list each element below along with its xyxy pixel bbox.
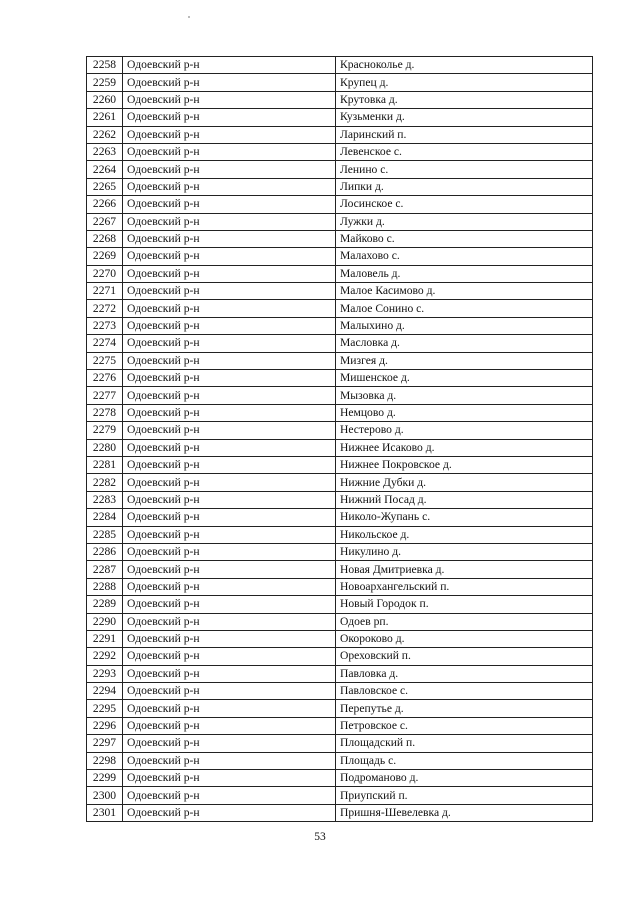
- district-cell: Одоевский р-н: [123, 57, 336, 74]
- row-number-cell: 2272: [87, 300, 123, 317]
- table-row: [87, 700, 593, 717]
- row-number-cell: 2285: [87, 526, 123, 543]
- table-row: [87, 735, 593, 752]
- row-number-cell: 2301: [87, 804, 123, 821]
- table-row: [87, 335, 593, 352]
- district-cell: Одоевский р-н: [123, 787, 336, 804]
- district-cell: Одоевский р-н: [123, 248, 336, 265]
- locality-cell: Мишенское д.: [336, 370, 593, 387]
- table-row: [87, 578, 593, 595]
- locality-cell: Ленино с.: [336, 161, 593, 178]
- table-row: [87, 126, 593, 143]
- locality-cell: Мызовка д.: [336, 387, 593, 404]
- table-row: [87, 526, 593, 543]
- table-row: [87, 317, 593, 334]
- row-number-cell: 2258: [87, 57, 123, 74]
- district-cell: Одоевский р-н: [123, 317, 336, 334]
- row-number-cell: 2291: [87, 630, 123, 647]
- row-number-cell: 2274: [87, 335, 123, 352]
- row-number-cell: 2273: [87, 317, 123, 334]
- locality-cell: Новый Городок п.: [336, 596, 593, 613]
- table-row: [87, 283, 593, 300]
- locality-cell: Левенское с.: [336, 143, 593, 160]
- district-cell: Одоевский р-н: [123, 770, 336, 787]
- table-row: [87, 230, 593, 247]
- locality-cell: Площадь с.: [336, 752, 593, 769]
- locality-cell: Немцово д.: [336, 404, 593, 421]
- row-number-cell: 2282: [87, 474, 123, 491]
- district-cell: Одоевский р-н: [123, 422, 336, 439]
- table-row: [87, 300, 593, 317]
- table-row: [87, 74, 593, 91]
- locality-cell: Нижний Посад д.: [336, 491, 593, 508]
- table-row: [87, 752, 593, 769]
- locality-cell: Ореховский п.: [336, 648, 593, 665]
- locality-cell: Маловель д.: [336, 265, 593, 282]
- locality-cell: Малыхино д.: [336, 317, 593, 334]
- table-row: [87, 196, 593, 213]
- district-cell: Одоевский р-н: [123, 613, 336, 630]
- table-row: [87, 161, 593, 178]
- district-cell: Одоевский р-н: [123, 648, 336, 665]
- row-number-cell: 2264: [87, 161, 123, 178]
- row-number-cell: 2293: [87, 665, 123, 682]
- locality-cell: Крупец д.: [336, 74, 593, 91]
- district-cell: Одоевский р-н: [123, 230, 336, 247]
- locality-cell: Краснокольe д.: [336, 57, 593, 74]
- table-row: [87, 422, 593, 439]
- row-number-cell: 2292: [87, 648, 123, 665]
- district-cell: Одоевский р-н: [123, 109, 336, 126]
- row-number-cell: 2283: [87, 491, 123, 508]
- table-row: [87, 491, 593, 508]
- table-row: [87, 143, 593, 160]
- table-row: [87, 683, 593, 700]
- row-number-cell: 2270: [87, 265, 123, 282]
- table-row: [87, 787, 593, 804]
- locality-cell: Малое Сонино с.: [336, 300, 593, 317]
- table-row: [87, 404, 593, 421]
- locality-cell: Нижнее Покровское д.: [336, 456, 593, 473]
- row-number-cell: 2296: [87, 717, 123, 734]
- row-number-cell: 2275: [87, 352, 123, 369]
- row-number-cell: 2294: [87, 683, 123, 700]
- locality-cell: Пришня-Шевелевка д.: [336, 804, 593, 821]
- district-cell: Одоевский р-н: [123, 126, 336, 143]
- row-number-cell: 2289: [87, 596, 123, 613]
- locality-cell: Подроманово д.: [336, 770, 593, 787]
- row-number-cell: 2287: [87, 561, 123, 578]
- page-number: 53: [314, 831, 326, 843]
- table-row: [87, 213, 593, 230]
- row-number-cell: 2268: [87, 230, 123, 247]
- district-cell: Одоевский р-н: [123, 335, 336, 352]
- locality-cell: Кузьменки д.: [336, 109, 593, 126]
- table-row: [87, 265, 593, 282]
- locality-cell: Павловское с.: [336, 683, 593, 700]
- locality-cell: Нижние Дубки д.: [336, 474, 593, 491]
- district-cell: Одоевский р-н: [123, 630, 336, 647]
- locality-cell: Малое Касимово д.: [336, 283, 593, 300]
- district-cell: Одоевский р-н: [123, 491, 336, 508]
- row-number-cell: 2277: [87, 387, 123, 404]
- district-cell: Одоевский р-н: [123, 804, 336, 821]
- district-cell: Одоевский р-н: [123, 213, 336, 230]
- row-number-cell: 2259: [87, 74, 123, 91]
- locality-cell: Лужки д.: [336, 213, 593, 230]
- district-cell: Одоевский р-н: [123, 543, 336, 560]
- district-cell: Одоевский р-н: [123, 387, 336, 404]
- row-number-cell: 2263: [87, 143, 123, 160]
- district-cell: Одоевский р-н: [123, 509, 336, 526]
- table-row: [87, 456, 593, 473]
- district-cell: Одоевский р-н: [123, 456, 336, 473]
- district-cell: Одоевский р-н: [123, 352, 336, 369]
- table-row: [87, 543, 593, 560]
- table-row: [87, 57, 593, 74]
- row-number-cell: 2288: [87, 578, 123, 595]
- locality-cell: Масловка д.: [336, 335, 593, 352]
- locality-cell: Площадский п.: [336, 735, 593, 752]
- locality-cell: Одоев рп.: [336, 613, 593, 630]
- row-number-cell: 2261: [87, 109, 123, 126]
- district-cell: Одоевский р-н: [123, 700, 336, 717]
- district-cell: Одоевский р-н: [123, 474, 336, 491]
- locality-cell: Перепутье д.: [336, 700, 593, 717]
- district-cell: Одоевский р-н: [123, 735, 336, 752]
- district-cell: Одоевский р-н: [123, 752, 336, 769]
- district-cell: Одоевский р-н: [123, 91, 336, 108]
- row-number-cell: 2260: [87, 91, 123, 108]
- district-cell: Одоевский р-н: [123, 300, 336, 317]
- table-row: [87, 613, 593, 630]
- district-cell: Одоевский р-н: [123, 143, 336, 160]
- locality-cell: Окороково д.: [336, 630, 593, 647]
- table-row: [87, 630, 593, 647]
- scan-speck: [188, 16, 190, 18]
- table-row: [87, 804, 593, 821]
- row-number-cell: 2266: [87, 196, 123, 213]
- row-number-cell: 2290: [87, 613, 123, 630]
- table-row: [87, 509, 593, 526]
- locality-cell: Ларинский п.: [336, 126, 593, 143]
- locality-cell: Никольское д.: [336, 526, 593, 543]
- locality-cell: Петровское с.: [336, 717, 593, 734]
- row-number-cell: 2298: [87, 752, 123, 769]
- district-cell: Одоевский р-н: [123, 665, 336, 682]
- locality-cell: Новоархангельский п.: [336, 578, 593, 595]
- row-number-cell: 2300: [87, 787, 123, 804]
- table-row: [87, 665, 593, 682]
- row-number-cell: 2281: [87, 456, 123, 473]
- district-cell: Одоевский р-н: [123, 370, 336, 387]
- table-row: [87, 91, 593, 108]
- district-cell: Одоевский р-н: [123, 596, 336, 613]
- district-cell: Одоевский р-н: [123, 265, 336, 282]
- district-cell: Одоевский р-н: [123, 526, 336, 543]
- district-cell: Одоевский р-н: [123, 196, 336, 213]
- row-number-cell: 2299: [87, 770, 123, 787]
- district-cell: Одоевский р-н: [123, 561, 336, 578]
- row-number-cell: 2280: [87, 439, 123, 456]
- table-row: [87, 178, 593, 195]
- table-row: [87, 717, 593, 734]
- row-number-cell: 2279: [87, 422, 123, 439]
- table-row: [87, 596, 593, 613]
- row-number-cell: 2262: [87, 126, 123, 143]
- table-row: [87, 439, 593, 456]
- district-cell: Одоевский р-н: [123, 283, 336, 300]
- locality-cell: Николо-Жупань с.: [336, 509, 593, 526]
- row-number-cell: 2271: [87, 283, 123, 300]
- locality-cell: Малахово с.: [336, 248, 593, 265]
- locality-cell: Никулино д.: [336, 543, 593, 560]
- row-number-cell: 2269: [87, 248, 123, 265]
- row-number-cell: 2265: [87, 178, 123, 195]
- table-row: [87, 248, 593, 265]
- locality-cell: Приупский п.: [336, 787, 593, 804]
- locality-cell: Нестерово д.: [336, 422, 593, 439]
- table-row: [87, 770, 593, 787]
- district-cell: Одоевский р-н: [123, 683, 336, 700]
- locality-table-body: [87, 57, 593, 822]
- row-number-cell: 2278: [87, 404, 123, 421]
- district-cell: Одоевский р-н: [123, 161, 336, 178]
- table-row: [87, 561, 593, 578]
- locality-cell: Лосинское с.: [336, 196, 593, 213]
- district-cell: Одоевский р-н: [123, 178, 336, 195]
- district-cell: Одоевский р-н: [123, 439, 336, 456]
- district-cell: Одоевский р-н: [123, 717, 336, 734]
- table-row: [87, 474, 593, 491]
- row-number-cell: 2286: [87, 543, 123, 560]
- table-row: [87, 648, 593, 665]
- row-number-cell: 2297: [87, 735, 123, 752]
- district-cell: Одоевский р-н: [123, 74, 336, 91]
- district-cell: Одоевский р-н: [123, 578, 336, 595]
- row-number-cell: 2295: [87, 700, 123, 717]
- locality-cell: Липки д.: [336, 178, 593, 195]
- locality-cell: Майково с.: [336, 230, 593, 247]
- locality-table: [86, 56, 593, 822]
- table-row: [87, 387, 593, 404]
- table-row: [87, 352, 593, 369]
- table-row: [87, 109, 593, 126]
- locality-cell: Крутовка д.: [336, 91, 593, 108]
- locality-cell: Мизгея д.: [336, 352, 593, 369]
- district-cell: Одоевский р-н: [123, 404, 336, 421]
- row-number-cell: 2284: [87, 509, 123, 526]
- row-number-cell: 2276: [87, 370, 123, 387]
- row-number-cell: 2267: [87, 213, 123, 230]
- locality-cell: Новая Дмитриевка д.: [336, 561, 593, 578]
- table-row: [87, 370, 593, 387]
- locality-cell: Нижнее Исаково д.: [336, 439, 593, 456]
- locality-cell: Павловка д.: [336, 665, 593, 682]
